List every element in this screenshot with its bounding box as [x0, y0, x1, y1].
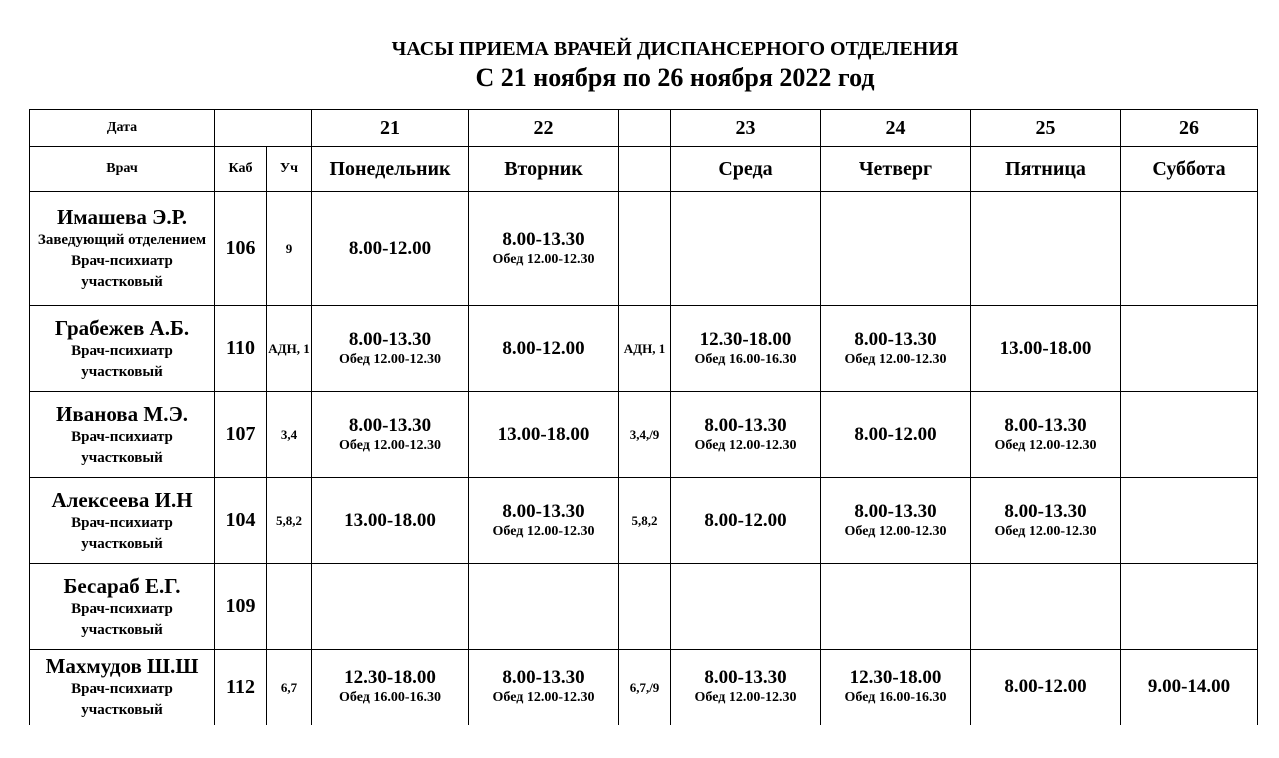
lunch-text: Обед 12.00-12.30 — [339, 351, 441, 367]
wednesday-cell — [671, 192, 821, 306]
time-text: 8.00-13.30 — [348, 328, 432, 350]
lunch-text: Обед 12.00-12.30 — [694, 690, 797, 706]
weekday-cell: Четверг — [821, 147, 971, 192]
thursday-cell — [821, 564, 971, 650]
lunch-text: Обед 12.00-12.30 — [492, 251, 595, 267]
lunch-text: Обед 12.00-12.30 — [492, 523, 595, 539]
time-text: 12.30-18.00 — [699, 328, 792, 350]
saturday-cell — [1121, 192, 1258, 306]
doctor-cell — [30, 478, 215, 564]
uch-cell: 6,7 — [267, 650, 312, 725]
time-text: 8.00-13.30 — [854, 328, 937, 350]
doctor-name: Бесараб Е.Г. — [63, 573, 181, 598]
time-text: 12.30-18.00 — [344, 667, 436, 689]
doctor-role: Врач-психиатр участковый — [71, 514, 173, 552]
table-row — [30, 192, 1258, 306]
time-text: 8.00-13.30 — [502, 667, 585, 689]
wednesday-cell — [671, 564, 821, 650]
doctor-cell — [30, 650, 215, 725]
weekday-cell: Суббота — [1121, 147, 1258, 192]
doctor-cell — [30, 392, 215, 478]
table-row — [30, 564, 1258, 650]
time-text: 13.00-18.00 — [497, 423, 590, 445]
doctor-role: Врач-психиатр участковый — [71, 681, 173, 719]
friday-cell — [971, 478, 1121, 564]
lunch-text: Обед 12.00-12.30 — [694, 437, 797, 453]
lunch-text: Обед 12.00-12.30 — [339, 437, 441, 453]
page-title: ЧАСЫ ПРИЕМА ВРАЧЕЙ ДИСПАНСЕРНОГО ОТДЕЛЕНИЯ — [391, 38, 959, 60]
tuesday-cell — [469, 192, 619, 306]
uch-cell: АДН, 1 — [267, 306, 312, 392]
date-cell: 26 — [1121, 110, 1258, 147]
thursday-cell — [821, 306, 971, 392]
tuesday-cell — [469, 564, 619, 650]
time-text: 13.00-18.00 — [999, 337, 1092, 359]
table-row — [30, 478, 1258, 564]
thursday-cell — [821, 392, 971, 478]
lunch-text: Обед 16.00-16.30 — [339, 690, 441, 706]
cab-cell: 109 — [215, 564, 267, 650]
wednesday-cell — [671, 306, 821, 392]
monday-cell — [312, 564, 469, 650]
weekday-cell: Вторник — [469, 147, 619, 192]
uch-cell-2: 3,4,/9 — [619, 392, 671, 478]
date-cell: 25 — [971, 110, 1121, 147]
wednesday-cell — [671, 478, 821, 564]
schedule-table — [29, 109, 1258, 725]
page-subtitle: С 21 ноября по 26 ноября 2022 год — [475, 63, 875, 92]
monday-cell — [312, 650, 469, 725]
uch-cell-2: 5,8,2 — [619, 478, 671, 564]
uch-cell: 3,4 — [267, 392, 312, 478]
doctor-role: Заведующий отделением Врач-психиатр участковый — [37, 232, 207, 290]
saturday-cell — [1121, 564, 1258, 650]
doctor-role: Врач-психиатр участковый — [71, 600, 173, 638]
table-row — [30, 650, 1258, 725]
time-text: 8.00-13.30 — [1004, 500, 1087, 522]
header-row — [30, 147, 1258, 192]
date-cell: 24 — [821, 110, 971, 147]
uch-cell-2: 6,7,/9 — [619, 650, 671, 725]
friday-cell — [971, 392, 1121, 478]
cab-label: Каб — [215, 147, 267, 192]
uch-cell: 9 — [267, 192, 312, 306]
lunch-text: Обед 12.00-12.30 — [844, 351, 947, 367]
weekday-cell: Среда — [671, 147, 821, 192]
lunch-text: Обед 12.00-12.30 — [492, 690, 595, 706]
friday-cell — [971, 192, 1121, 306]
table-row — [30, 392, 1258, 478]
thursday-cell — [821, 192, 971, 306]
doctor-role: Врач-психиатр участковый — [71, 428, 173, 466]
uch-label: Уч — [267, 147, 312, 192]
lunch-text: Обед 12.00-12.30 — [994, 437, 1097, 453]
doctor-name: Алексеева И.Н — [51, 487, 193, 512]
time-text: 8.00-13.30 — [502, 228, 585, 250]
lunch-text: Обед 16.00-16.30 — [694, 351, 797, 367]
saturday-cell — [1121, 306, 1258, 392]
doctor-name: Грабежев А.Б. — [54, 315, 190, 340]
time-text: 8.00-12.00 — [348, 237, 432, 259]
saturday-cell — [1121, 392, 1258, 478]
lunch-text: Обед 12.00-12.30 — [844, 523, 947, 539]
uch-cell-2 — [619, 192, 671, 306]
doctor-name: Имашева Э.Р. — [56, 205, 188, 229]
thursday-cell — [821, 650, 971, 725]
friday-cell — [971, 306, 1121, 392]
date-cell: 23 — [671, 110, 821, 147]
date-label: Дата — [30, 110, 215, 147]
doctor-name: Иванова М.Э. — [56, 401, 188, 426]
doctor-cell — [30, 306, 215, 392]
monday-cell — [312, 192, 469, 306]
tuesday-cell — [469, 392, 619, 478]
tuesday-cell — [469, 478, 619, 564]
friday-cell — [971, 564, 1121, 650]
cab-cell: 112 — [215, 650, 267, 725]
time-text: 8.00-12.00 — [1004, 676, 1087, 698]
time-text: 8.00-13.30 — [502, 500, 585, 522]
date-row — [30, 110, 1258, 147]
monday-cell — [312, 478, 469, 564]
uch-cell — [267, 564, 312, 650]
tuesday-cell — [469, 306, 619, 392]
doctor-cell — [30, 564, 215, 650]
time-text: 8.00-13.30 — [854, 500, 937, 522]
doctor-cell — [30, 192, 215, 306]
time-text: 8.00-13.30 — [348, 414, 432, 436]
cab-cell: 106 — [215, 192, 267, 306]
uch-cell: 5,8,2 — [267, 478, 312, 564]
time-text: 8.00-12.00 — [502, 337, 585, 359]
saturday-cell — [1121, 478, 1258, 564]
wednesday-cell — [671, 392, 821, 478]
cab-cell: 110 — [215, 306, 267, 392]
date-row-blank — [619, 110, 671, 147]
date-cell: 22 — [469, 110, 619, 147]
doctor-name: Махмудов Ш.Ш — [45, 654, 199, 679]
time-text: 8.00-13.30 — [704, 414, 787, 436]
cab-cell: 104 — [215, 478, 267, 564]
time-text: 8.00-13.30 — [704, 667, 787, 689]
table-row — [30, 306, 1258, 392]
tuesday-cell — [469, 650, 619, 725]
wednesday-cell — [671, 650, 821, 725]
weekday-cell: Пятница — [971, 147, 1121, 192]
doctor-label: Врач — [30, 147, 215, 192]
doctor-role: Врач-психиатр участковый — [71, 342, 173, 380]
monday-cell — [312, 392, 469, 478]
cab-cell: 107 — [215, 392, 267, 478]
friday-cell — [971, 650, 1121, 725]
time-text: 8.00-13.30 — [1004, 414, 1087, 436]
time-text: 9.00-14.00 — [1147, 676, 1231, 698]
date-row-blank — [215, 110, 312, 147]
time-text: 8.00-12.00 — [854, 423, 937, 445]
saturday-cell — [1121, 650, 1258, 725]
time-text: 13.00-18.00 — [344, 509, 436, 531]
uch-cell-2 — [619, 564, 671, 650]
uch-cell-2: АДН, 1 — [619, 306, 671, 392]
date-cell: 21 — [312, 110, 469, 147]
time-text: 8.00-12.00 — [704, 509, 787, 531]
thursday-cell — [821, 478, 971, 564]
time-text: 12.30-18.00 — [849, 667, 942, 689]
lunch-text: Обед 12.00-12.30 — [994, 523, 1097, 539]
monday-cell — [312, 306, 469, 392]
header-row-blank — [619, 147, 671, 192]
weekday-cell: Понедельник — [312, 147, 469, 192]
lunch-text: Обед 16.00-16.30 — [844, 690, 947, 706]
